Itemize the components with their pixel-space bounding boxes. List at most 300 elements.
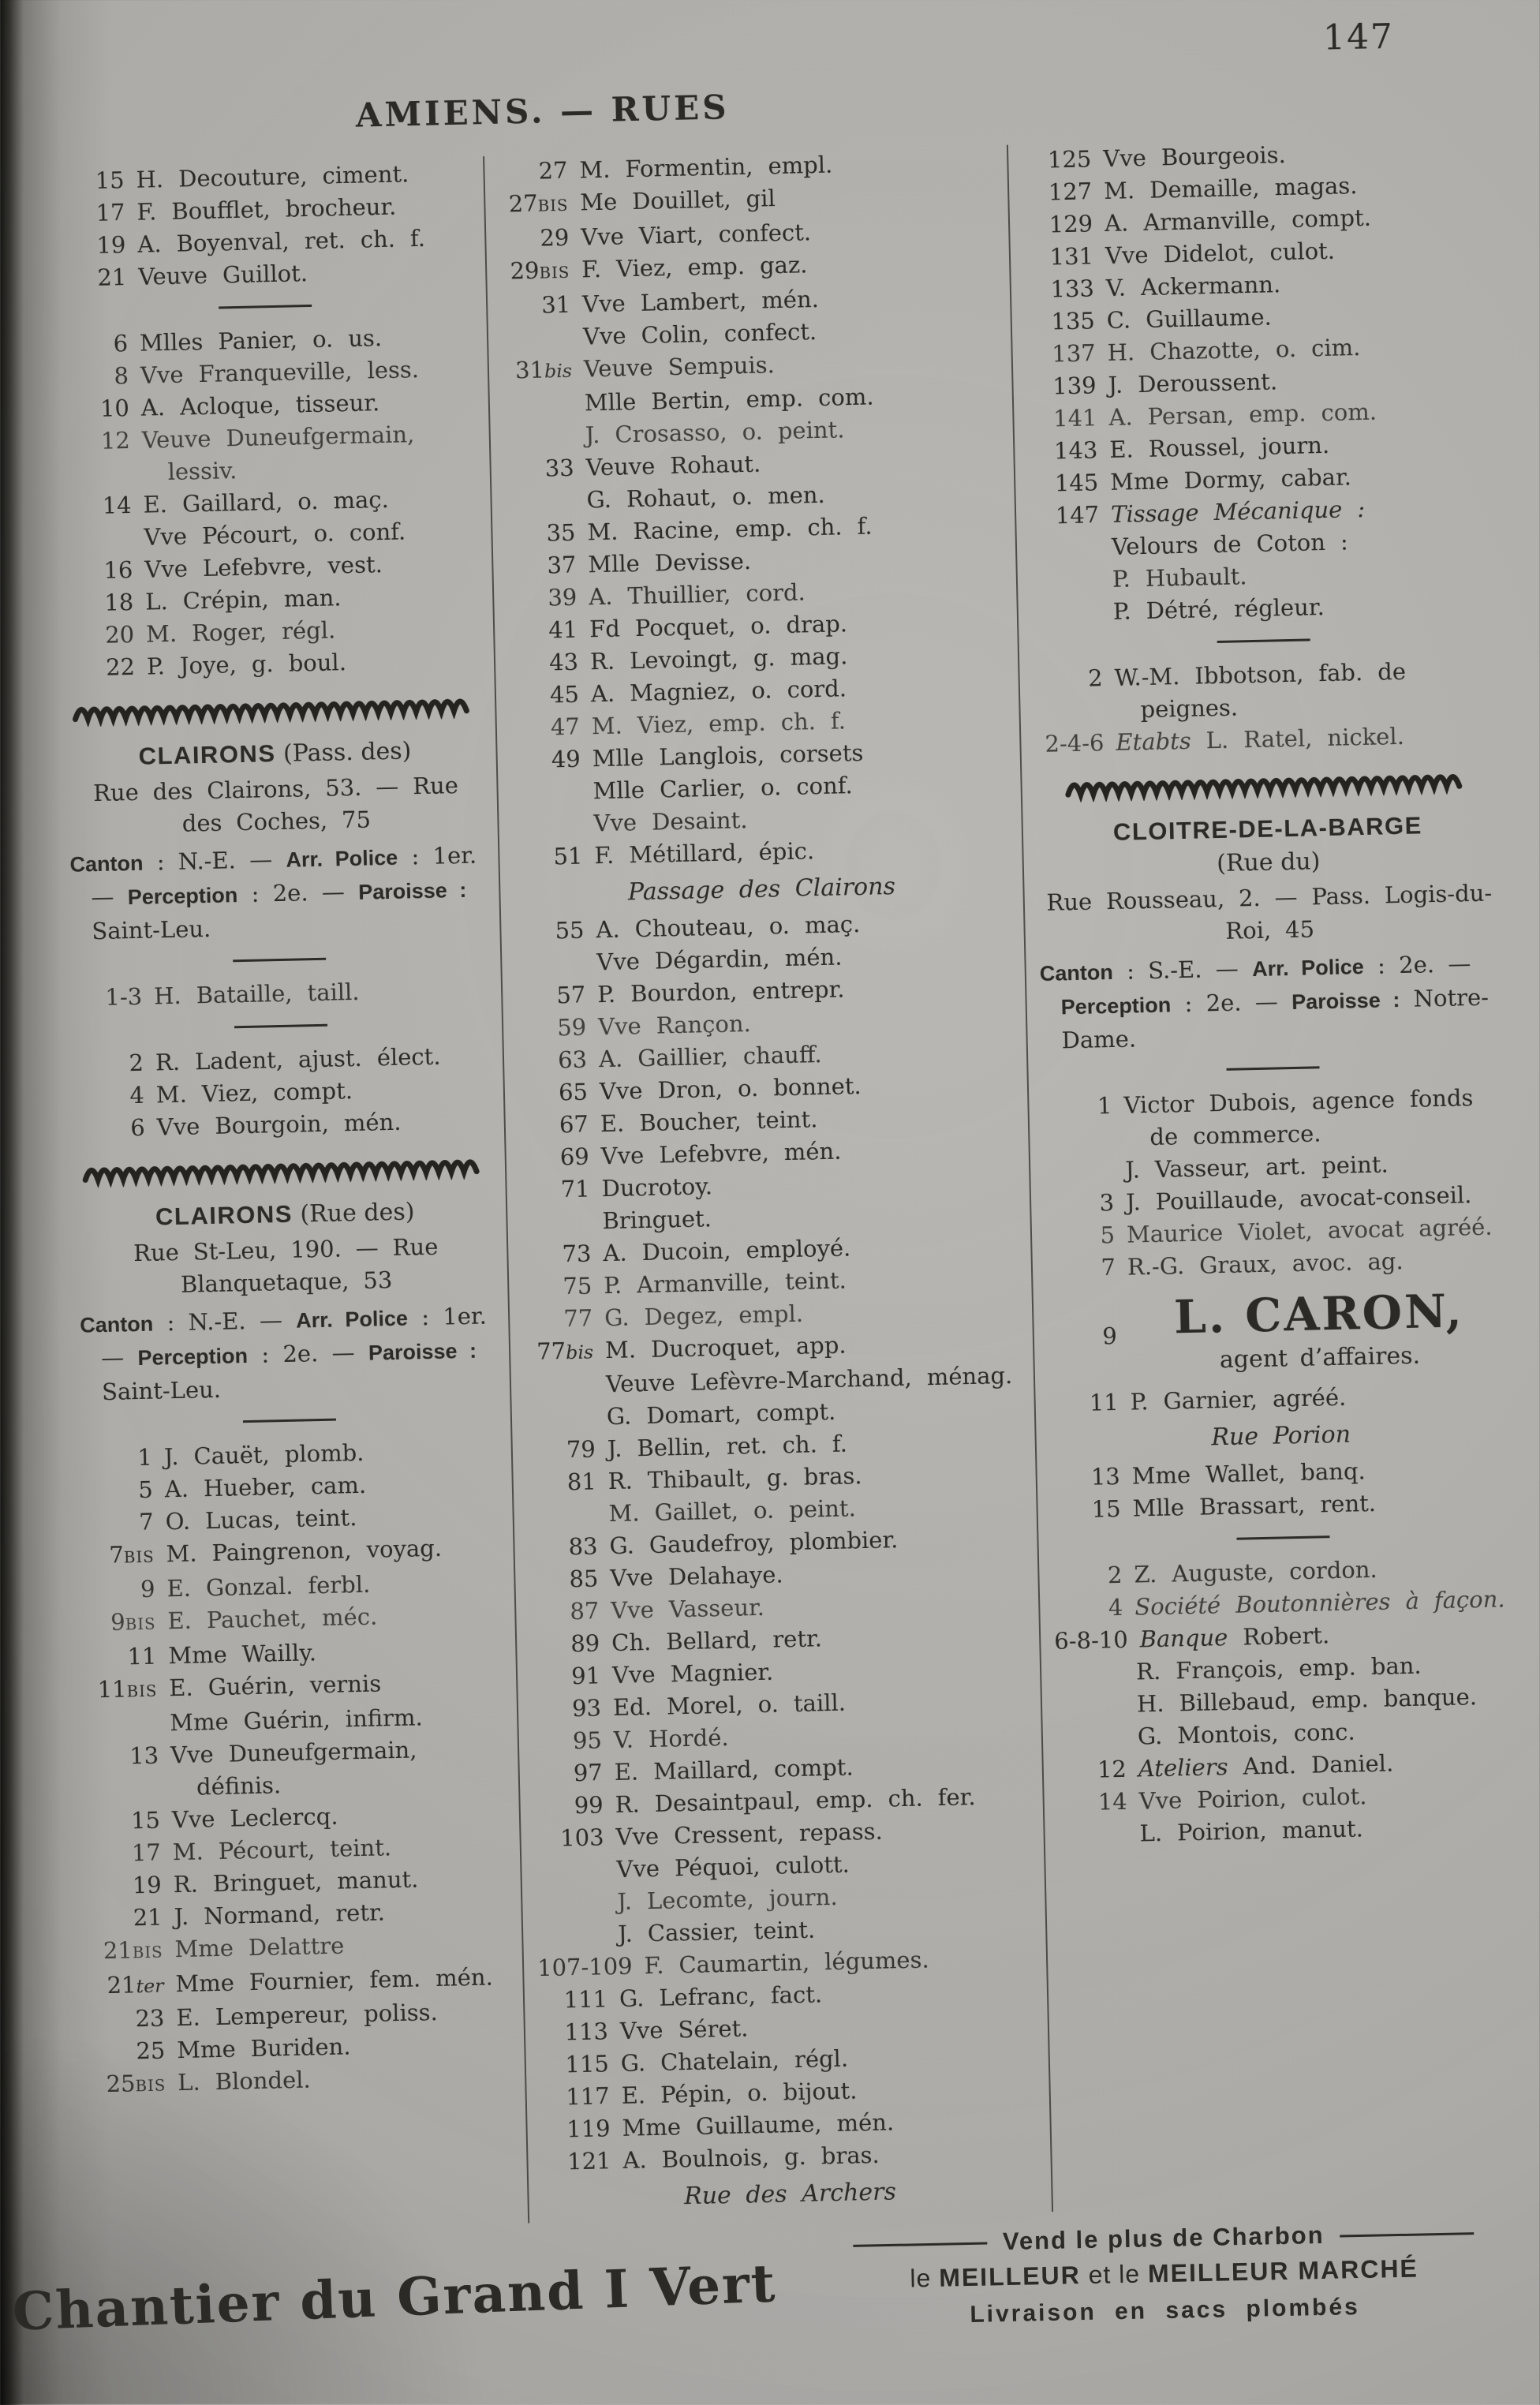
entry-text-main: J. Crosasso, o. peint. (585, 416, 845, 449)
admin-info-segment: : 2e. — (247, 1338, 369, 1369)
entry-number-value: 133 (1050, 275, 1095, 303)
entry-number (499, 221, 581, 255)
entry-number (523, 1302, 605, 1336)
directory-entry (1042, 1081, 1506, 1156)
admin-info-segment: Arr. Police (1251, 955, 1365, 982)
entry-number (91, 1836, 173, 1870)
entry-text-main: F. Caumartin, légumes. (644, 1946, 929, 1980)
entry-number (516, 978, 598, 1012)
entry-number-value: 1-3 (105, 982, 143, 1011)
entry-number-value: 4 (129, 1081, 145, 1109)
entry-number (65, 619, 147, 653)
entry-text-main: G. Gaudefroy, plombier. (609, 1526, 899, 1560)
entry-number-value: 77 (536, 1337, 566, 1366)
entry-number (95, 2034, 178, 2068)
entry-number (1055, 1655, 1137, 1689)
entry-number-value: 5 (1100, 1221, 1116, 1249)
entry-text-main: Vve Dégardin, mén. (596, 943, 843, 976)
entry-number-value: 29 (540, 223, 570, 252)
directory-entry (60, 417, 477, 490)
entry-number-value: 3 (1099, 1189, 1115, 1217)
entry-text-main: Mme Buriden. (176, 2033, 351, 2064)
entry-number (1022, 143, 1104, 177)
entry-number-value: 7 (109, 1541, 125, 1569)
entry-number (525, 1401, 607, 1434)
section-divider (233, 958, 326, 963)
entry-number-value: 89 (570, 1629, 600, 1658)
entry-number (1029, 466, 1111, 500)
entry-text (1114, 653, 1497, 727)
entry-number (519, 1140, 601, 1174)
entry-number (507, 581, 589, 615)
entry-number (509, 645, 591, 679)
admin-info-segment: Notre-Dame. (1061, 983, 1490, 1054)
entry-number (526, 1465, 608, 1499)
entry-text-main: G. Rohaut, o. men. (586, 481, 826, 514)
entry-number (532, 1724, 614, 1758)
entry-number-value: 77 (563, 1304, 593, 1333)
entry-number-suffix: bis (565, 1341, 594, 1364)
entry-number (510, 678, 592, 712)
entry-number (84, 1538, 166, 1574)
entry-text-main: Vve Delahaye. (610, 1561, 784, 1592)
entry-text-italic: Tissage Mécanique : (1110, 495, 1366, 528)
entry-number-value: 12 (1097, 1755, 1127, 1783)
entry-number-suffix: BIS (123, 1547, 155, 1567)
admin-info-segment: : 2e. — (1170, 988, 1292, 1018)
entry-number (527, 1498, 609, 1532)
entry-text-main: Vve Viart, confect. (580, 219, 812, 251)
entry-number-value: 57 (555, 981, 586, 1009)
entry-text-main: Vve Rançon. (597, 1010, 752, 1041)
entry-number-value: 2 (129, 1049, 144, 1077)
entry-number-value: 8 (114, 362, 129, 390)
entry-text-main: Vve Colin, confect. (582, 317, 817, 350)
entry-text-main: Veuve Rohaut. (585, 450, 761, 481)
entry-number (1046, 1251, 1128, 1285)
entry-number (1031, 596, 1113, 630)
directory-columns (41, 134, 1540, 2233)
entry-number (503, 387, 585, 421)
entry-number-value: 18 (104, 588, 134, 616)
entry-text-main: A. Ducoin, employé. (603, 1234, 851, 1267)
entry-number-value: 95 (572, 1726, 603, 1755)
entry-number-value: 107-109 (536, 1952, 634, 1982)
entry-text-main: L. Ratel, nickel. (1191, 722, 1405, 754)
entry-text-main: J. Normand, retr. (174, 1898, 386, 1931)
entry-number-value: 16 (103, 555, 133, 584)
entry-number-value: 137 (1051, 339, 1097, 368)
entry-text-main: Vve Franqueville, less. (140, 355, 420, 389)
entry-number (92, 1901, 174, 1935)
entry-number-value: 19 (132, 1871, 163, 1899)
street-address: Rue St-Leu, 190. — Rue Blanquetaque, 53 (133, 1232, 439, 1298)
section-divider (1226, 1066, 1319, 1071)
entry-text-main: P. Hubault. (1112, 563, 1247, 593)
wavy-divider (66, 694, 482, 727)
street-name: CLAIRONS (155, 1199, 293, 1231)
entry-text-main: G. Chatelain, régl. (620, 2044, 849, 2077)
entry-text-main: E. Gaillard, o. maç. (143, 485, 390, 518)
admin-info-segment: Canton (79, 1311, 154, 1337)
entry-text-main: A. Persan, emp. com. (1108, 398, 1377, 431)
entry-number (54, 164, 136, 198)
entry-number (522, 1270, 604, 1303)
entry-text-main: C. Guillaume. (1106, 303, 1273, 334)
entry-number-value: 85 (569, 1565, 599, 1593)
entry-text-main: M. Formentin, empl. (579, 151, 833, 184)
entry-text-main: F. Boufflet, brocheur. (136, 193, 397, 226)
admin-info-segment: Paroisse : (1291, 988, 1400, 1015)
entry-number-value: 103 (559, 1823, 604, 1852)
entry-number (73, 980, 155, 1014)
wavy-divider-icon (1064, 772, 1468, 802)
entry-number (504, 451, 586, 485)
entry-text-main: Vve Lefebvre, vest. (144, 551, 383, 583)
entry-number-value: 2 (1107, 1561, 1123, 1589)
entry-number (1028, 434, 1110, 468)
entry-number-value: 31 (514, 356, 545, 384)
admin-info-segment: Canton (1039, 959, 1114, 986)
entry-number-value: 47 (550, 713, 581, 741)
entry-number (539, 2048, 621, 2081)
street-name: CLAIRONS (138, 739, 276, 770)
featured-entry-body (1128, 1286, 1511, 1378)
entry-number-value: 81 (566, 1468, 597, 1496)
entry-number-value: 45 (549, 680, 580, 709)
entry-text-main: Mme Fournier, fem. mén. (175, 1963, 494, 1998)
entry-number-value: 21 (97, 264, 127, 291)
entry-number (512, 807, 594, 841)
entry-number-value: 1 (1097, 1092, 1112, 1120)
admin-info-segment: : S.-E. — (1112, 955, 1253, 985)
admin-info-segment: : 1er.— (100, 1302, 488, 1372)
entry-number (1056, 1720, 1138, 1754)
entry-text-main: Vve Duneufgermain, définis. (170, 1736, 417, 1801)
entry-number (87, 1640, 169, 1674)
entry-text-main: Fd Pocquet, o. drap. (589, 610, 848, 643)
entry-number-value: 13 (1090, 1462, 1121, 1491)
entry-text-main: Maurice Violet, avocat agréé. (1126, 1213, 1493, 1248)
admin-info-segment: Perception (1060, 993, 1172, 1019)
entry-number-value: 93 (571, 1694, 602, 1722)
column-3 (1007, 134, 1540, 2212)
entry-text-main: Ducrotoy. (601, 1173, 713, 1202)
entry-number (1022, 175, 1105, 209)
entry-text-main: Vve Didelot, culot. (1105, 237, 1336, 269)
entry-number-value: 27 (538, 156, 568, 185)
entry-text-main: A. Boulnois, g. bras. (622, 2141, 880, 2174)
entry-number-suffix: BIS (539, 263, 570, 282)
entry-number (64, 586, 146, 620)
ad-slogan-2-segment: MEILLEUR MARCHÉ (1147, 2254, 1419, 2288)
column-2 (483, 145, 1052, 2224)
entry-number (83, 1473, 165, 1507)
entry-number (1057, 1785, 1139, 1819)
entry-number-suffix: BIS (537, 196, 569, 215)
entry-text (178, 2059, 512, 2101)
entry-text-main: R. Levoingt, g. mag. (589, 642, 848, 675)
entry-number-value: 91 (570, 1662, 601, 1690)
street-address: Rue Rousseau, 2. — Pass. Logis-du-Roi, 45 (1046, 879, 1493, 944)
directory-entry (89, 1732, 506, 1805)
admin-info-segment: Canton (69, 851, 144, 877)
entry-number-value: 139 (1052, 372, 1097, 400)
entry-number (498, 154, 580, 188)
entry-text-main: Ed. Morel, o. taill. (612, 1689, 847, 1722)
entry-text-main: G. Degez, empl. (604, 1300, 804, 1332)
advertisement-body (11, 2217, 1532, 2348)
entry-number (1051, 1492, 1133, 1526)
entry-number-value: 4 (1108, 1593, 1123, 1621)
entry-number-value: 99 (574, 1791, 604, 1820)
section-divider (219, 305, 312, 309)
entry-number (1031, 563, 1113, 597)
directory-entry (73, 973, 488, 1014)
entry-text-main: Mme Wallet, banq. (1131, 1457, 1366, 1490)
wavy-divider-icon (82, 1157, 486, 1188)
entry-number (521, 1205, 603, 1239)
entry-text-main: P. Détré, régleur. (1112, 593, 1325, 625)
entry-number-value: 7 (138, 1508, 155, 1536)
entry-text-main: E. Pépin, o. bijout. (621, 2077, 858, 2109)
entry-number-suffix: BIS (135, 2076, 166, 2096)
entry-text-main: L. Poirion, manut. (1139, 1815, 1364, 1847)
entry-number (538, 1983, 620, 2017)
entry-number-value: 63 (557, 1045, 588, 1074)
entry-text-main: Veuve Lefèvre-Marchand, ménag. (605, 1361, 1013, 1398)
entry-text-main: Vve Cressent, repass. (615, 1817, 884, 1850)
entry-text-main: Mme Guérin, infirm. (169, 1704, 424, 1737)
advertisement-text (776, 2217, 1532, 2332)
entry-number-value: 39 (548, 583, 578, 612)
entry-number-suffix: ter (136, 1974, 164, 1998)
entry-number (1023, 208, 1105, 241)
entry-number (65, 651, 148, 685)
entry-number (1056, 1688, 1138, 1722)
directory-entry (1033, 653, 1497, 728)
entry-number (511, 775, 593, 809)
entry-number-value: 25 (106, 2070, 136, 2098)
entry-number-value: 2-4-6 (1045, 729, 1105, 757)
section-divider (234, 1024, 327, 1029)
street-address: Rue des Clairons, 53. — Rue des Coches, 75 (92, 772, 459, 837)
entry-number (59, 392, 141, 426)
entry-text-main: Mlle Brassart, rent. (1132, 1489, 1377, 1522)
entry-text (141, 417, 477, 488)
sub-street-heading: Rue Porion (1211, 1420, 1351, 1452)
entry-number (517, 1011, 599, 1045)
entry-number-value: 73 (562, 1240, 592, 1268)
entry-number-value: 15 (130, 1806, 161, 1835)
entry-number (88, 1672, 170, 1708)
admin-info-segment: Saint-Leu. (91, 914, 211, 945)
entry-number (1026, 337, 1108, 371)
entry-text-main: L. Crépin, man. (144, 584, 342, 615)
entry-text-main: Ch. Bellard, retr. (611, 1625, 823, 1657)
entry-text-main: Velours de Coton : (1111, 528, 1349, 560)
entry-number (84, 1505, 166, 1539)
entry-text-main: Vve Poirion, culot. (1138, 1782, 1367, 1815)
entry-number-value: 27 (508, 189, 538, 218)
entry-text-main: J. Deroussent. (1108, 368, 1278, 398)
entry-text (174, 1926, 509, 1968)
entry-number (1050, 1460, 1132, 1494)
entry-text-italic: Société Boutonnières à façon. (1134, 1585, 1505, 1621)
admin-info-segment: Perception (137, 1344, 249, 1371)
entry-text-main: E. Roussel, journ. (1108, 431, 1330, 463)
entry-text-main: H. Bataille, taill. (153, 978, 360, 1010)
entry-number (515, 946, 597, 980)
entry-number (513, 840, 595, 873)
entry-text-main: J. Vasseur, art. peint. (1124, 1150, 1389, 1184)
entry-text-main: E. Guérin, vernis (168, 1670, 382, 1702)
entry-number (510, 742, 592, 776)
entry-text-main: G. Lefranc, fact. (619, 1980, 823, 2012)
entry-number-value: 10 (99, 395, 130, 422)
entry-number (1045, 1187, 1127, 1221)
wavy-divider-icon (72, 697, 476, 727)
admin-info-segment: Saint-Leu. (101, 1375, 222, 1406)
column-1 (41, 156, 528, 2233)
street-name: CLOITRE-DE-LA-BARGE (1112, 811, 1423, 846)
ad-slogan-1: Vend le plus de Charbon (1002, 2220, 1325, 2256)
entry-text-main: E. Gonzal. ferbl. (166, 1570, 371, 1603)
entry-number-value: 12 (100, 426, 131, 454)
entry-text-main: M. Viez, compt. (155, 1077, 353, 1109)
entry-text-main: Mlle Langlois, corsets (592, 739, 864, 772)
entry-number-value: 55 (555, 916, 585, 944)
wavy-divider (77, 1155, 492, 1188)
street-name-suffix: (Rue des) (292, 1198, 415, 1229)
entry-number-value: 127 (1048, 178, 1093, 206)
entry-number (1045, 1219, 1127, 1253)
entry-number (540, 2112, 622, 2146)
ad-slogan-2-segment: le (910, 2263, 940, 2293)
entry-number-value: 129 (1048, 210, 1093, 238)
entry-number (524, 1334, 606, 1370)
entry-number (94, 1968, 176, 2003)
entry-text-main: Veuve Sempuis. (583, 351, 776, 383)
entry-text-main: Mlle Bertin, emp. com. (584, 383, 874, 417)
admin-info (80, 1299, 497, 1408)
entry-text-main: Victor Dubois, agence fonds de commerce. (1123, 1084, 1474, 1150)
entry-text-main: M. Racine, emp. ch. f. (587, 512, 873, 546)
entry-text-main: Mlle Carlier, o. conf. (592, 772, 853, 805)
entry-number (536, 1886, 618, 1920)
entry-text-main: R. François, emp. ban. (1135, 1651, 1422, 1685)
entry-number (74, 1079, 156, 1113)
entry-number (88, 1707, 170, 1741)
entry-text-main: A. Thuillier, cord. (588, 578, 806, 611)
entry-text-main: M. Demaille, magas. (1103, 171, 1358, 204)
entry-text-main: M. Paingrenon, voyag. (166, 1534, 443, 1568)
ad-slogan-2-segment: et le (1080, 2259, 1149, 2290)
entry-text (156, 1104, 491, 1143)
entry-number (535, 1853, 617, 1887)
entry-text-main: Vve Bourgeois. (1102, 140, 1287, 172)
entry-text-main: Z. Auguste, cordon. (1134, 1555, 1378, 1588)
entry-number (57, 261, 139, 295)
entry-number (520, 1173, 602, 1206)
entry-text-main: E. Pauchet, méc. (167, 1603, 378, 1635)
entry-text-main: Bringuet. (602, 1205, 712, 1235)
entry-text-italic: Banque (1139, 1623, 1228, 1653)
entry-number-value: 41 (548, 615, 578, 644)
admin-info-segment: : N.-E. — (143, 845, 286, 876)
entry-number (1024, 240, 1106, 274)
entry-number-value: 11 (127, 1642, 157, 1670)
entry-number-value: 7 (1101, 1253, 1116, 1281)
entry-number-value: 6-8-10 (1053, 1625, 1129, 1655)
entry-text-main: M. Ducroquet, app. (604, 1331, 847, 1364)
page-number: 147 (1322, 16, 1395, 58)
sub-street-heading: Passage des Clairons (627, 872, 896, 907)
entry-text-main: R. Thibault, g. bras. (607, 1462, 862, 1495)
entry-number (58, 327, 140, 361)
entry-text-main: Veuve Duneufgermain, lessiv. (141, 421, 415, 485)
entry-number-value: 11 (1089, 1388, 1119, 1416)
entry-text (138, 253, 473, 293)
entry-number-value: 21 (103, 1936, 133, 1965)
directory-entry (1048, 1378, 1512, 1420)
entry-number-suffix: BIS (132, 1943, 163, 1962)
entry-number (529, 1595, 611, 1629)
entry-number-value: 29 (510, 256, 540, 285)
entry-number (62, 489, 144, 523)
entry-number-value: 9 (140, 1575, 155, 1603)
entry-text-main: P. Joye, g. boul. (146, 649, 347, 680)
admin-info (1039, 946, 1504, 1057)
ad-line-2 (797, 2252, 1532, 2296)
entry-number-value: 113 (564, 2018, 609, 2046)
entry-text-main: O. Lucas, teint. (165, 1504, 357, 1535)
entry-text-main: Veuve Guillot. (137, 260, 308, 290)
entry-number-value: 6 (113, 330, 129, 357)
entry-number-value: 125 (1047, 145, 1092, 174)
entry-number-value: 111 (563, 1985, 608, 2014)
entry-number-value: 11 (97, 1675, 127, 1704)
entry-text-main: Vve Lefebvre, mén. (600, 1137, 842, 1170)
entry-number (1052, 1558, 1134, 1592)
entry-number (1056, 1752, 1138, 1786)
entry-text-main: L. Blondel. (177, 2066, 312, 2096)
entry-text-main: A. Gaillier, chauff. (598, 1041, 822, 1073)
entry-number (93, 1933, 175, 1969)
entry-text-main: F. Métillard, épic. (594, 837, 815, 870)
entry-number (1048, 1386, 1131, 1420)
entry-text-main: Vve Séret. (619, 2014, 749, 2044)
entry-text-main: W.-M. Ibbotson, fab. de peignes. (1114, 657, 1407, 724)
entry-text-main: J. Cassier, teint. (617, 1916, 816, 1947)
entry-number (500, 253, 582, 290)
entry-number-value: 2 (1087, 664, 1104, 692)
entry-text-main: Mme Delattre (174, 1932, 345, 1963)
entry-number: 9 (1102, 1322, 1118, 1350)
section-divider (1236, 1535, 1329, 1540)
entry-text (170, 1732, 506, 1804)
admin-info-segment: Arr. Police (295, 1306, 409, 1333)
rule-line (853, 2242, 987, 2247)
advertisement (11, 2217, 1534, 2405)
entry-text-main: And. Daniel. (1228, 1749, 1394, 1780)
entry-number-value: 1 (137, 1443, 153, 1472)
entry-text-main: Mlle Devisse. (588, 547, 752, 578)
entry-number-value: 145 (1054, 469, 1099, 497)
entry-number (518, 1043, 600, 1077)
entry-number-value: 14 (1097, 1787, 1128, 1816)
entry-number-value: 19 (96, 231, 126, 259)
